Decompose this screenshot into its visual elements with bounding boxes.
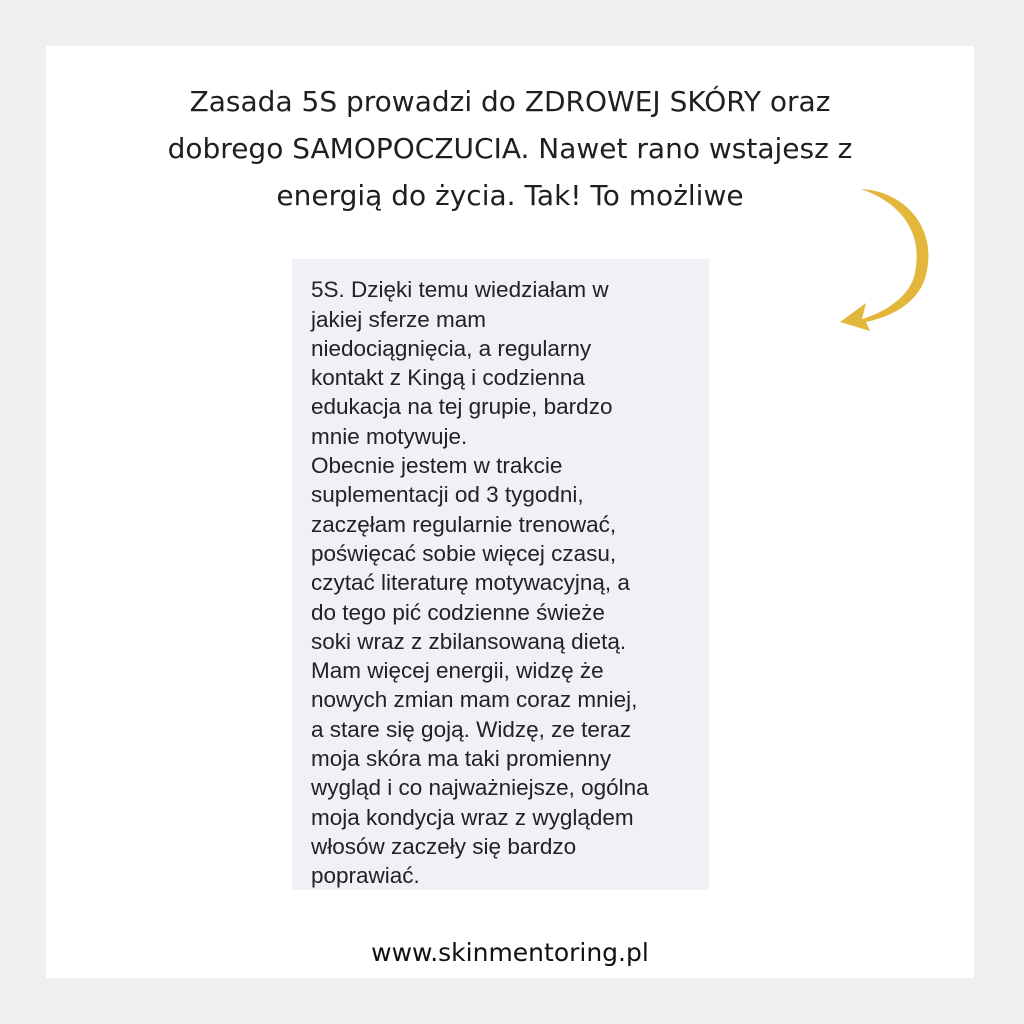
message-line: jakiej sferze mam bbox=[311, 306, 487, 332]
message-line: do tego pić codzienne świeże bbox=[311, 599, 605, 625]
message-line: moja skóra ma taki promienny bbox=[311, 746, 612, 772]
message-line: mnie motywuje. bbox=[311, 423, 468, 449]
message-line: wygląd i co najważniejsze, ogólna bbox=[311, 775, 649, 801]
message-line: suplementacji od 3 tygodni, bbox=[311, 482, 584, 508]
message-line: 5S. Dzięki temu wiedziałam w bbox=[311, 277, 609, 303]
message-line: nowych zmian mam coraz mniej, bbox=[311, 687, 638, 713]
headline-line: energią do życia. Tak! To możliwe bbox=[276, 179, 744, 212]
message-line: czytać literaturę motywacyjną, a bbox=[311, 570, 630, 596]
content-card bbox=[46, 46, 974, 978]
message-line: poświęcać sobie więcej czasu, bbox=[311, 540, 617, 566]
message-line: Obecnie jestem w trakcie bbox=[311, 453, 563, 479]
message-line: edukacja na tej grupie, bardzo bbox=[311, 394, 613, 420]
testimonial-message bbox=[292, 259, 709, 890]
message-line: niedociągnięcia, a regularny bbox=[311, 335, 592, 361]
headline bbox=[112, 78, 908, 219]
message-line: a stare się goją. Widzę, ze teraz bbox=[311, 716, 632, 742]
message-line: moja kondycja wraz z wyglądem bbox=[311, 804, 634, 830]
headline-line: dobrego SAMOPOCZUCIA. Nawet rano wstajesz z bbox=[167, 132, 853, 165]
message-line: zaczęłam regularnie trenować, bbox=[311, 511, 617, 537]
headline-line: Zasada 5S prowadzi do ZDROWEJ SKÓRY oraz bbox=[189, 85, 831, 118]
message-line: włosów zaczeły się bardzo bbox=[311, 833, 577, 859]
message-line: kontakt z Kingą i codzienna bbox=[311, 365, 585, 391]
message-line: soki wraz z zbilansowaną dietą. bbox=[311, 628, 627, 654]
website-url: www.skinmentoring.pl bbox=[371, 938, 649, 967]
testimonial-text bbox=[311, 259, 649, 890]
message-line: Mam więcej energii, widzę że bbox=[311, 658, 604, 684]
message-line: poprawiać. bbox=[311, 863, 420, 889]
curved-arrow-down-left-icon bbox=[836, 181, 936, 331]
